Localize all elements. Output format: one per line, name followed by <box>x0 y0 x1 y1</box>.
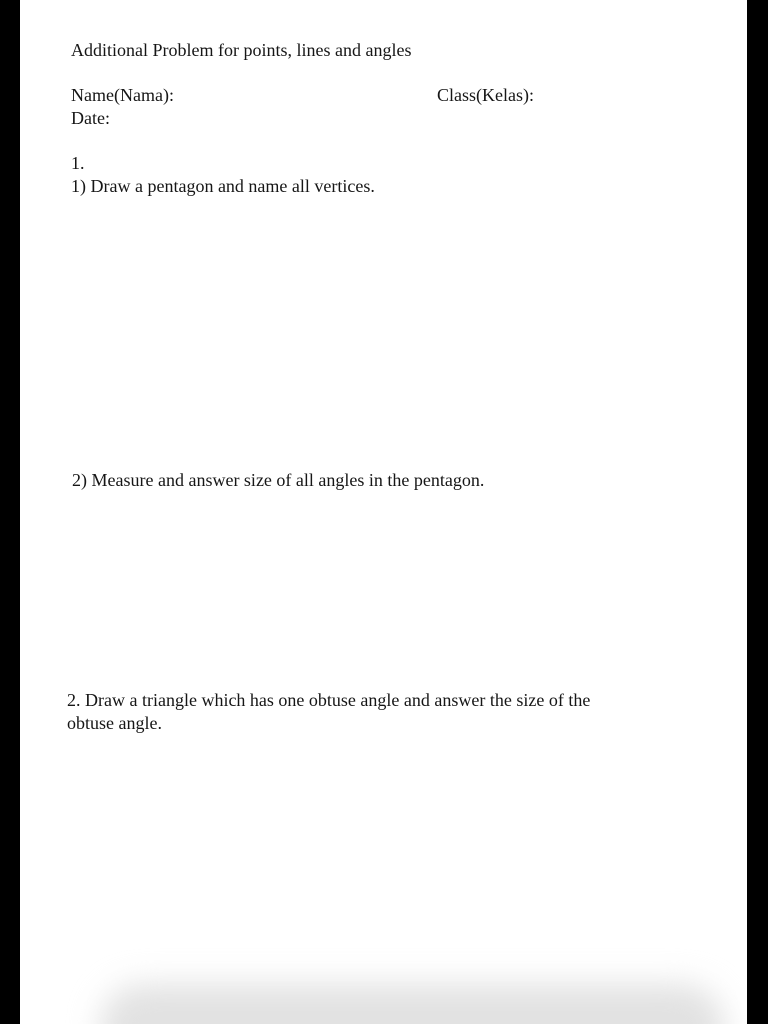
problem-2-line-2: obtuse angle. <box>67 713 162 733</box>
problem-1-part-1: 1) Draw a pentagon and name all vertices. <box>71 176 375 196</box>
worksheet-title: Additional Problem for points, lines and angles <box>71 40 412 60</box>
problem-2-line-1: 2. Draw a triangle which has one obtuse angle and answer the size of the <box>67 690 591 710</box>
class-field-label: Class(Kelas): <box>437 85 534 105</box>
problem-1-part-2: 2) Measure and answer size of all angles in the pentagon. <box>72 470 485 490</box>
worksheet-page <box>20 0 747 1024</box>
page-bottom-shadow <box>100 984 725 1024</box>
date-field-label: Date: <box>71 108 110 128</box>
problem-1 <box>71 152 375 198</box>
name-field-label: Name(Nama): <box>71 85 174 105</box>
problem-1-number: 1. <box>71 153 85 173</box>
problem-2 <box>67 689 590 735</box>
